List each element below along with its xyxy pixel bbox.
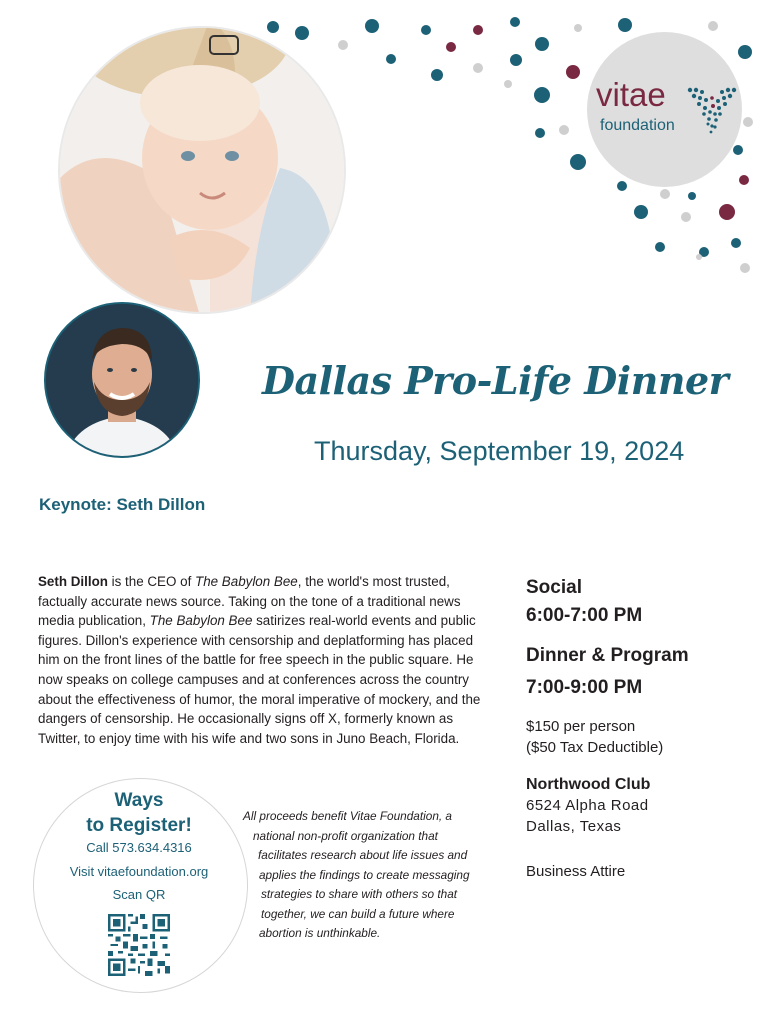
speaker-bio — [38, 572, 484, 748]
bio-speaker-name: Seth Dillon — [38, 574, 108, 589]
bio-publication-1: The Babylon Bee — [195, 574, 298, 589]
event-date: Thursday, September 19, 2024 — [314, 436, 685, 466]
proceeds-line-3: facilitates research about life issues and — [258, 848, 468, 862]
event-details — [526, 574, 756, 882]
dinner-label: Dinner & Program — [526, 645, 689, 666]
event-title: Dallas Pro-Life Dinner — [262, 358, 729, 403]
proceeds-line-4: applies the findings to create messaging — [259, 867, 470, 882]
logo-v-mark-icon — [686, 86, 738, 136]
qr-code[interactable] — [108, 914, 170, 976]
proceeds-line-7: abortion is unthinkable. — [259, 926, 381, 940]
register-website-link[interactable]: Visit vitaefoundation.org — [69, 864, 209, 879]
registration-title-line-1: Ways — [114, 790, 164, 811]
venue-name: Northwood Club — [526, 776, 651, 793]
mother-baby-photo — [58, 26, 346, 314]
register-phone-link[interactable]: Call 573.634.4316 — [86, 840, 192, 855]
venue-address: 6524 Alpha Road — [526, 797, 649, 814]
registration-title-line-2: to Register! — [86, 815, 192, 836]
bio-text-1: is the CEO of — [107, 574, 196, 589]
speaker-headshot — [44, 302, 200, 458]
dress-code: Business Attire — [526, 863, 626, 880]
venue-city: Dallas, Texas — [526, 818, 622, 835]
bio-text-2: , the world's most trusted, factually accurate news source. Taking on the tone of a traditional news media publication, — [38, 574, 461, 629]
social-label: Social — [526, 577, 582, 598]
logo-wordmark: vitae — [596, 76, 666, 113]
keynote-label: Keynote: Seth Dillon — [39, 495, 206, 514]
logo-subtitle: foundation — [600, 117, 675, 134]
proceeds-line-5: strategies to share with others so that — [261, 887, 458, 901]
social-time: 6:00-7:00 PM — [526, 605, 643, 626]
dinner-time: 7:00-9:00 PM — [526, 677, 643, 698]
ticket-price: $150 per person — [526, 718, 636, 735]
proceeds-line-2: national non-profit organization that — [253, 828, 438, 843]
proceeds-statement — [243, 807, 483, 944]
registration-title — [44, 788, 234, 838]
bio-publication-2: The Babylon Bee — [149, 613, 253, 629]
proceeds-line-6: together, we can build a future where — [261, 906, 455, 921]
proceeds-line-1: All proceeds benefit Vitae Foundation, a — [243, 809, 452, 823]
bio-text-3: satirizes real-world events and public figures. Dillon's experience with censorship and deplatforming has placed him on the front lines of the battle for free speech in the public square. He now speaks on college campuses and at conferences across the country about the effectiveness of humor, the moral imperative of mockery, and the dangers of censorship. He occasionally signs off X, formerly known as Twitter, to enjoy time with his wife and two sons in Juno Beach, Florida. — [38, 613, 481, 746]
tax-deductible: ($50 Tax Deductible) — [526, 739, 664, 756]
register-scan-label: Scan QR — [112, 887, 166, 902]
